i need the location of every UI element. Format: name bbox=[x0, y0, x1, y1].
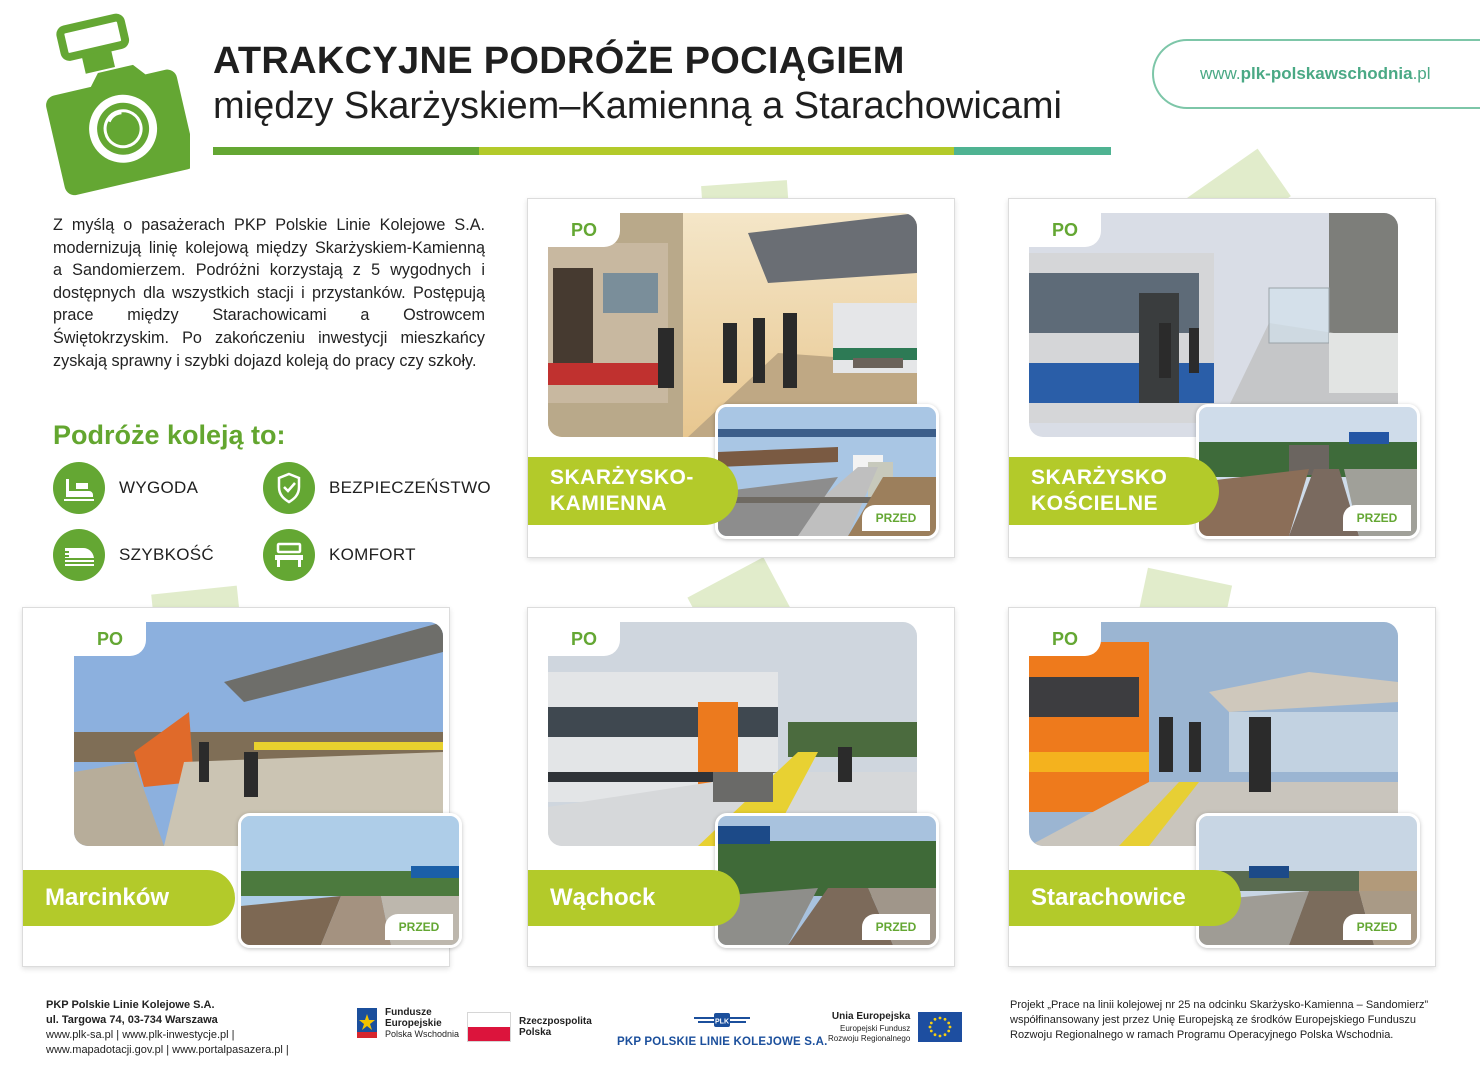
before-tag: PRZED bbox=[1343, 914, 1411, 940]
rp-line2: Polska bbox=[519, 1027, 552, 1038]
footer-company: PKP Polskie Linie Kolejowe S.A. bbox=[46, 999, 215, 1011]
station-label bbox=[1009, 457, 1219, 525]
intro-text: Z myślą o pasażerach PKP Polskie Linie Kolejowe S.A. modernizują linię kolejową między Skarżyskiem-Kamienną a Sandomierzem. Podróżni korzystają z 5 wygodnych i dostępnych dla wszystkich stacji i przystanków. Postępują prace między Starachowicami a Ostrowcem Świętokrzyskim. Po zakończeniu inwestycji mieszkańcy zyskają sprawny i szybki dojazd koleją do pracy czy szkoły. bbox=[53, 216, 485, 370]
shield-check-icon bbox=[263, 462, 315, 514]
feature-wygoda bbox=[53, 462, 198, 514]
station-name: Wąchock bbox=[550, 884, 656, 911]
train-platform-icon bbox=[53, 462, 105, 514]
eu-flag-icon bbox=[918, 1012, 962, 1042]
pkp-text: PKP POLSKIE LINIE KOLEJOWE S.A. bbox=[617, 1036, 828, 1048]
footer-project-note: Projekt „Prace na linii kolejowej nr 25 na odcinku Skarżysko-Kamienna – Sandomierz” współfinansowany jest przez Unię Europejską ze środków Europejskiego Funduszu Rozwoju Regionalnego w ramach Programu Operacyjnego Polska Wschodnia. bbox=[1010, 999, 1429, 1041]
footer-links-2[interactable]: www.mapadotacji.gov.pl | www.portalpasazera.pl | bbox=[46, 1044, 289, 1056]
station-label bbox=[528, 457, 738, 525]
before-tag: PRZED bbox=[385, 914, 453, 940]
pkp-wings-icon bbox=[692, 1010, 752, 1030]
station-label bbox=[528, 870, 740, 926]
station-card-marcinkow bbox=[22, 607, 450, 967]
footer-links-1[interactable]: www.plk-sa.pl | www.plk-inwestycje.pl | bbox=[46, 1029, 235, 1041]
before-tag: PRZED bbox=[1343, 505, 1411, 531]
station-name-line2: KAMIENNA bbox=[550, 492, 668, 515]
website-link[interactable] bbox=[1152, 39, 1480, 109]
url-suffix: .pl bbox=[1412, 64, 1431, 83]
station-name-line1: SKARŻYSKO bbox=[1031, 466, 1168, 489]
before-tag: PRZED bbox=[862, 505, 930, 531]
feature-komfort bbox=[263, 529, 416, 581]
after-tag: PO bbox=[1029, 213, 1101, 247]
feature-label: WYGODA bbox=[119, 478, 199, 497]
fundusze-europejskie-logo bbox=[355, 1006, 459, 1040]
fe-line1: Fundusze bbox=[385, 1006, 432, 1018]
title-underline-teal bbox=[954, 147, 1111, 155]
station-label bbox=[23, 870, 235, 926]
page-title: ATRAKCYJNE PODRÓŻE POCIĄGIEM bbox=[213, 40, 905, 82]
ue-line2: Europejski Fundusz bbox=[840, 1024, 911, 1033]
fe-line3: Polska Wschodnia bbox=[385, 1028, 460, 1039]
station-label bbox=[1009, 870, 1241, 926]
station-card-starachowice bbox=[1008, 607, 1436, 967]
feature-szybkosc bbox=[53, 529, 214, 581]
fe-star-icon bbox=[355, 1006, 379, 1040]
title-underline-green bbox=[213, 147, 479, 155]
station-card-wachock bbox=[527, 607, 955, 967]
station-name-line1: SKARŻYSKO- bbox=[550, 466, 694, 489]
station-card-skarzysko-kamienna bbox=[527, 198, 955, 558]
footer-contact bbox=[46, 998, 289, 1058]
before-tag: PRZED bbox=[862, 914, 930, 940]
after-tag: PO bbox=[1029, 622, 1101, 656]
station-name: Marcinków bbox=[45, 884, 170, 911]
station-name: Starachowice bbox=[1031, 884, 1186, 911]
seat-bench-icon bbox=[263, 529, 315, 581]
title-underline-lime bbox=[479, 147, 954, 155]
feature-bezpieczenstwo bbox=[263, 462, 491, 514]
feature-label: SZYBKOŚĆ bbox=[119, 545, 214, 564]
footer-address: ul. Targowa 74, 03-734 Warszawa bbox=[46, 1014, 218, 1026]
unia-europejska-logo bbox=[828, 1012, 962, 1044]
feature-label: BEZPIECZEŃSTWO bbox=[329, 478, 491, 497]
camera-icon bbox=[40, 12, 190, 197]
ue-line1: Unia Europejska bbox=[831, 1011, 911, 1022]
fast-train-icon bbox=[53, 529, 105, 581]
url-prefix: www. bbox=[1200, 64, 1241, 83]
features-heading: Podróże koleją to: bbox=[53, 420, 286, 450]
after-tag: PO bbox=[74, 622, 146, 656]
feature-label: KOMFORT bbox=[329, 545, 416, 564]
after-tag: PO bbox=[548, 213, 620, 247]
polish-flag-icon bbox=[467, 1012, 511, 1042]
url-domain: plk-polskawschodnia bbox=[1240, 64, 1413, 83]
rp-line1: Rzeczpospolita bbox=[519, 1016, 592, 1027]
pkp-plk-logo bbox=[617, 1010, 827, 1048]
station-card-skarzysko-koscielne bbox=[1008, 198, 1436, 558]
ue-line3: Rozwoju Regionalnego bbox=[828, 1034, 911, 1043]
fe-line2: Europejskie bbox=[385, 1017, 442, 1029]
station-name-line2: KOŚCIELNE bbox=[1031, 492, 1159, 515]
rzeczpospolita-polska-logo bbox=[467, 1012, 592, 1042]
page-subtitle: między Skarżyskiem–Kamienną a Starachowicami bbox=[213, 85, 1062, 127]
pkp-badge-text: PLK bbox=[715, 1018, 730, 1026]
after-tag: PO bbox=[548, 622, 620, 656]
